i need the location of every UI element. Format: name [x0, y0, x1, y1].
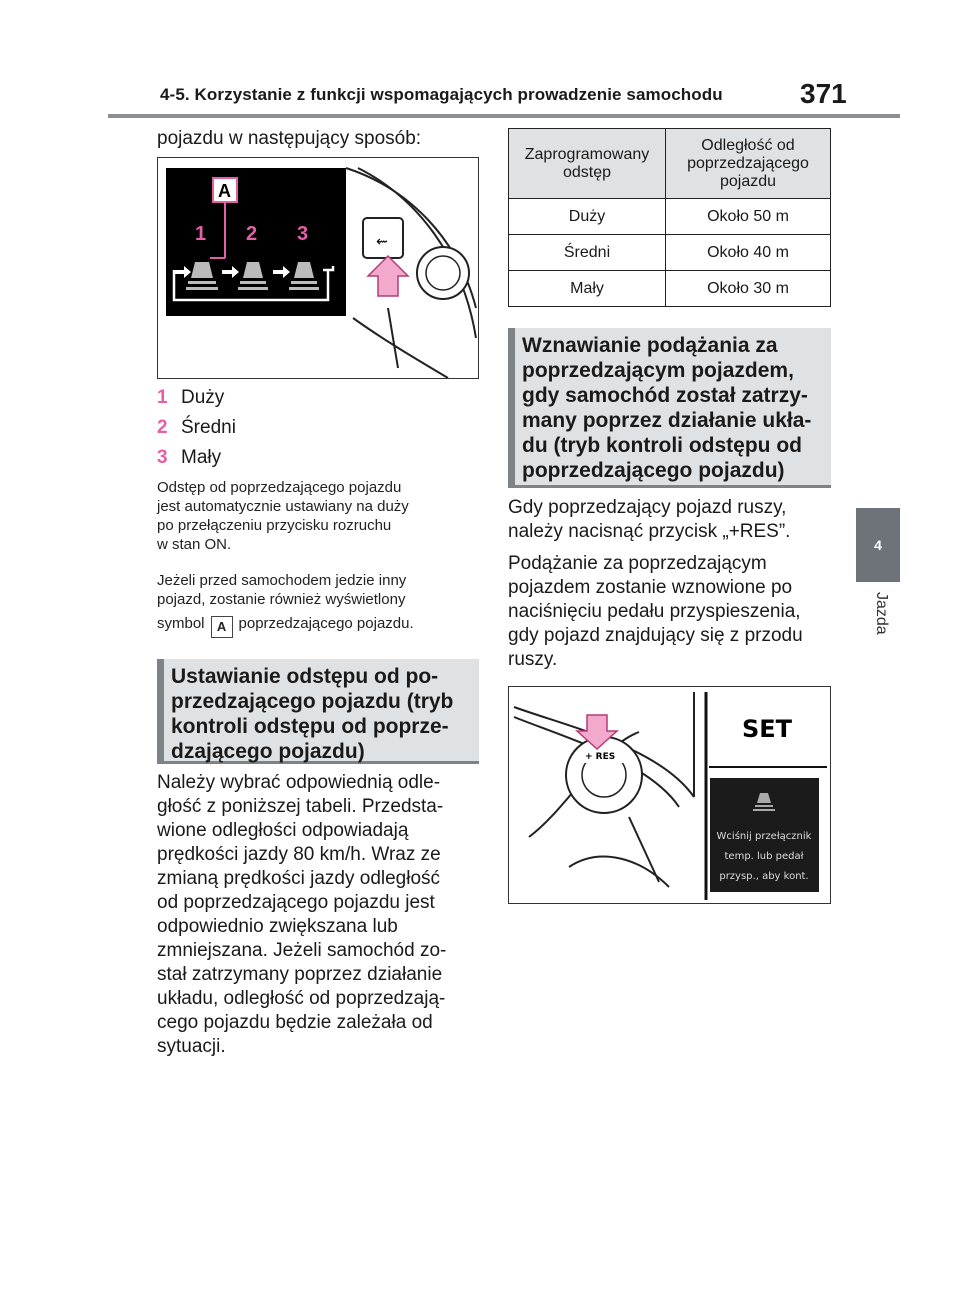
figure-distance-switch: [157, 157, 479, 379]
body-line: stał zatrzymany poprzez działanie: [157, 964, 443, 985]
list-text: Mały: [181, 447, 222, 468]
heading-line: many poprzez działanie ukła-: [522, 409, 812, 432]
chapter-tab: 4: [856, 508, 900, 582]
table-cell: Duży: [509, 199, 666, 235]
header-rule: [108, 114, 900, 118]
distance-table: [508, 128, 831, 307]
body-line: zmniejszana. Jeżeli samochód zo-: [157, 940, 447, 961]
section-heading-resume: [508, 328, 831, 488]
screen-line: temp. lub pedał: [724, 851, 804, 862]
table-cell: Około 50 m: [666, 199, 831, 235]
heading-line: gdy samochód został zatrzy-: [522, 384, 808, 407]
heading-line: dzającego pojazdu): [171, 740, 365, 763]
body-line: Podążanie za poprzedzającym: [508, 553, 767, 574]
heading-line: Wznawianie podążania za: [522, 334, 778, 357]
fig-label-1: 1: [195, 223, 207, 245]
body-line: prędkości jazdy 80 km/h. Wraz ze: [157, 844, 441, 865]
note-line: w stan ON.: [157, 536, 232, 553]
page-number: 371: [800, 78, 847, 109]
fig-label-3: 3: [297, 223, 309, 245]
list-text: Średni: [181, 417, 236, 438]
body-line: Należy wybrać odpowiednią odle-: [157, 772, 441, 793]
note-line: Jeżeli przed samochodem jedzie inny: [157, 572, 407, 589]
note-default-distance: [157, 478, 477, 554]
heading-line: du (tryb kontroli odstępu od: [522, 434, 802, 457]
table-header-cell: Zaprogramowany odstęp: [509, 129, 666, 199]
list-num: 2: [157, 417, 168, 438]
callout-a: A: [218, 181, 231, 201]
list-item: [157, 386, 224, 410]
list-text: Duży: [181, 387, 225, 408]
table-cell: Około 30 m: [666, 271, 831, 307]
body-line: zmianą prędkości jazdy odległość: [157, 868, 441, 889]
body-line: odpowiednio zwiększana lub: [157, 916, 398, 937]
section-heading-distance-mode: [157, 659, 479, 764]
running-header: 4-5. Korzystanie z funkcji wspomagających prowadzenie samochodu: [160, 85, 723, 104]
body-resume-button: [508, 496, 838, 544]
note-line: po przełączeniu przycisku rozruchu: [157, 517, 392, 534]
body-line: gdy pojazd znajdujący się z przodu: [508, 625, 803, 646]
intro-text: pojazdu w następujący sposób:: [157, 128, 422, 149]
heading-line: poprzedzającym pojazdem,: [522, 359, 794, 382]
heading-line: przedzającego pojazdu (tryb: [171, 690, 454, 713]
table-header-row: [509, 129, 831, 199]
body-line: układu, odległość od poprzedzają-: [157, 988, 446, 1009]
chapter-label-text: Jazda: [873, 592, 890, 635]
body-line: naciśnięciu pedału przyspieszenia,: [508, 601, 801, 622]
res-button-label: + RES: [585, 752, 616, 762]
table-cell: Około 40 m: [666, 235, 831, 271]
note-line: pojazd, zostanie również wyświetlony: [157, 591, 406, 608]
screen-line: przysp., aby kont.: [719, 871, 809, 882]
set-indicator: SET: [742, 715, 793, 743]
note-line: [157, 614, 477, 638]
list-num: 3: [157, 447, 168, 468]
body-line: głość z poniższej tabeli. Przedsta-: [157, 796, 444, 817]
svg-text:⇜: ⇜: [376, 234, 388, 250]
body-distance-selection: [157, 771, 487, 1059]
table-row: [509, 271, 831, 307]
body-line: ruszy.: [508, 649, 558, 670]
figure-res-switch: [508, 686, 831, 904]
screen-line: Wciśnij przełącznik: [716, 831, 812, 842]
heading-line: kontroli odstępu od poprze-: [171, 715, 449, 738]
body-line: wione odległości odpowiadają: [157, 820, 409, 841]
note-vehicle-symbol: [157, 571, 477, 638]
body-line: sytuacji.: [157, 1036, 226, 1057]
note-line: jest automatycznie ustawiany na duży: [157, 498, 409, 515]
body-line: Gdy poprzedzający pojazd ruszy,: [508, 497, 787, 518]
body-line: należy nacisnąć przycisk „+RES”.: [508, 521, 791, 542]
table-row: [509, 235, 831, 271]
note-line: Odstęp od poprzedzającego pojazdu: [157, 479, 402, 496]
symbol-a-icon: A: [211, 616, 233, 638]
table-header-cell: Odległość od poprzedzającego pojazdu: [666, 129, 831, 199]
list-item: [157, 446, 221, 470]
body-line: pojazdem zostanie wznowione po: [508, 577, 793, 598]
distance-switch-illustration: [158, 158, 478, 378]
table-cell: Mały: [509, 271, 666, 307]
table-cell: Średni: [509, 235, 666, 271]
table-row: [509, 199, 831, 235]
note-text: symbol: [157, 615, 205, 632]
list-num: 1: [157, 387, 168, 408]
list-item: [157, 416, 236, 440]
res-switch-illustration: [509, 687, 830, 903]
body-line: cego pojazdu będzie zależała od: [157, 1012, 433, 1033]
note-text: poprzedzającego pojazdu.: [238, 615, 414, 632]
chapter-label: [862, 592, 894, 652]
heading-line: Ustawianie odstępu od po-: [171, 665, 439, 688]
body-resume-pedal: [508, 552, 838, 672]
body-line: od poprzedzającego pojazdu jest: [157, 892, 435, 913]
heading-line: poprzedzającego pojazdu): [522, 459, 785, 482]
fig-label-2: 2: [246, 223, 258, 245]
